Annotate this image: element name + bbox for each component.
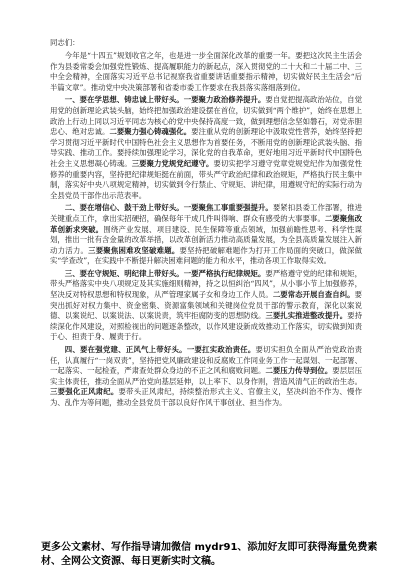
paragraph-heading: 一要严格执行纪律规矩。 — [183, 268, 266, 278]
paragraph-text: 围绕产业发展、项目建设、民生保障等重点领域，加强前瞻性思考、科学性谋划，推出一批有含金量的改革举措，以改革创新活力推动高质量发展，为全县高质量发展注入新动力活力。 — [50, 224, 362, 255]
paragraph-text: 要注重从党的创新理论中汲取党性营养，始终坚持把学习贯彻习近平新时代中国特色社会主义思想作为首要任务，不断用党的创新理论武装头脑、指导实践、推动工作。要持续加强理论学习，深化党的自我革命，更好地用习近平新时代中国特色社会主义思想凝心铸魂。 — [50, 127, 362, 168]
paragraph-text: 要紧扣县委工作部署，推进关键重点工作，拿出实招硬招，确保每年干成几件叫得响、群众有感受的大事要事。 — [50, 203, 362, 223]
paragraph-text: 要严格遵守党的纪律和规矩，带头严格落实中央八项规定及其实施细则精神，持之以恒纠治“四风”，从小事小节上加强修养，坚决反对特权思想和特权现象，从严管理家属子女和身边工作人员。 — [50, 268, 362, 300]
paragraph-text: 要坚持把破解难题作为打开工作局面的突破口，做深做实“学查改”，在实践中不断提升解决困难问题的能力和水平，推动各项工作取得实效。 — [50, 245, 362, 266]
paragraph-heading: 二、要在增信心、鼓干劲上带好头。 — [64, 203, 184, 213]
paragraph-heading: 一要扛实政治责任。 — [186, 345, 256, 355]
paragraph-text: 要层层压实主体责任，推动全面从严治党向基层延伸，以上率下、以身作则，营造风清气正的政治生态。 — [50, 366, 362, 386]
promo-banner: 更多公文素材、写作指导请加微信 mydr91、添加好友即可获得海量免费素材、全网公文资源、每日更新实时文稿。 — [41, 542, 378, 567]
paragraph-text: 要持续深化作风建设，对照检视出的问题逐条整改，以作风建设新成效推动工作落实，切实做到知责于心、担责于身、履责于行。 — [50, 311, 362, 342]
body-paragraph — [50, 203, 362, 267]
paragraph-heading: 一要聚焦工事重要强提升。 — [183, 203, 273, 213]
document-body — [50, 38, 362, 409]
paragraph-list — [50, 51, 362, 409]
paragraph-heading: 一要聚力政治修养提升。 — [183, 95, 266, 105]
greeting: 同志们： — [50, 38, 80, 47]
paragraph-heading: 三要强化正风肃纪。 — [50, 387, 119, 397]
paragraph-heading: 二要压力传导到位。 — [265, 366, 333, 376]
paragraph-heading: 二要聚焦改革创新求突破。 — [50, 213, 362, 234]
body-paragraph — [50, 345, 362, 409]
paragraph-heading: 四、要在强党建、正风气上带好头。 — [64, 345, 187, 355]
paragraph-text: 今年是“十四五”规划收官之年，也是进一步全面深化改革的重要一年。要把这次民主生活会作为县委常委会加强党性锻炼、提高履职能力的新起点，深入贯彻党的二十大和二十届二中、三中全会精神，全面落实习近平总书记视察我省重要讲话重要指示精神，切实做好民主生活会“后半篇文章”。推动党中央决策部署和省委市委工作要求在我县落实落细落到位。 — [50, 51, 362, 92]
paragraph-heading: 二要常态开展自查自纠。 — [272, 290, 355, 300]
paragraph-heading: 三要扎实推进整改提升。 — [265, 311, 348, 321]
body-paragraph — [50, 269, 362, 343]
paragraph-heading: 一、要在学思想、铸忠诚上带好头。 — [64, 95, 184, 105]
body-paragraph — [50, 51, 362, 93]
paragraph-heading: 三、要在守规矩、明纪律上带好头。 — [64, 268, 184, 278]
body-paragraph — [50, 95, 362, 201]
paragraph-text: 要突出抓好对权力集中、资金密集、资源富集领域和关键岗位党员干部的警示教育，深化以案说德、以案说纪、以案说法、以案说责，筑牢拒腐防变的思想防线。 — [50, 290, 362, 321]
paragraph-text: 要切实把学习遵守党章党规党纪作为加强党性修养的重要内容，坚持把纪律规矩挺在前面，带头严守政治纪律和政治规矩，严格执行民主集中制，落实好中央八项规定精神，切实做到令行禁止、守规矩、讲纪律，用遵规守纪的实际行动为全县党员干部作出示范表率。 — [50, 158, 362, 200]
paragraph-text: 要自觉把提高政治站位，自觉用党的创新理论武装头脑，始终把加强政治建设摆在首位，切实做到“两个维护”，始终在思想上政治上行动上同以习近平同志为核心的党中央保持高度一致，做到理想信念坚如磐石，对党赤胆忠心、绝对忠诚。 — [50, 95, 362, 137]
paragraph-text: 要带头正风肃纪，持续整治形式主义、官僚主义，坚决纠治不作为、慢作为、乱作为等问题，推动全县党员干部以良好作风干事创业、担当作为。 — [50, 387, 362, 407]
paragraph-heading: 三要聚焦困难攻坚破难题。 — [88, 245, 180, 255]
paragraph-text: 要切实担负全面从严治党政治责任，认真履行“一岗双责”，坚持把党风廉政建设和反腐败工作同业务工作一起谋划、一起部署、一起落实、一起检查，严肃查处群众身边的不正之风和腐败问题。 — [50, 345, 362, 376]
paragraph-heading: 三要聚力党规党纪遵守。 — [131, 158, 214, 168]
paragraph-heading: 二要聚力强心铸魂强化。 — [109, 127, 192, 137]
